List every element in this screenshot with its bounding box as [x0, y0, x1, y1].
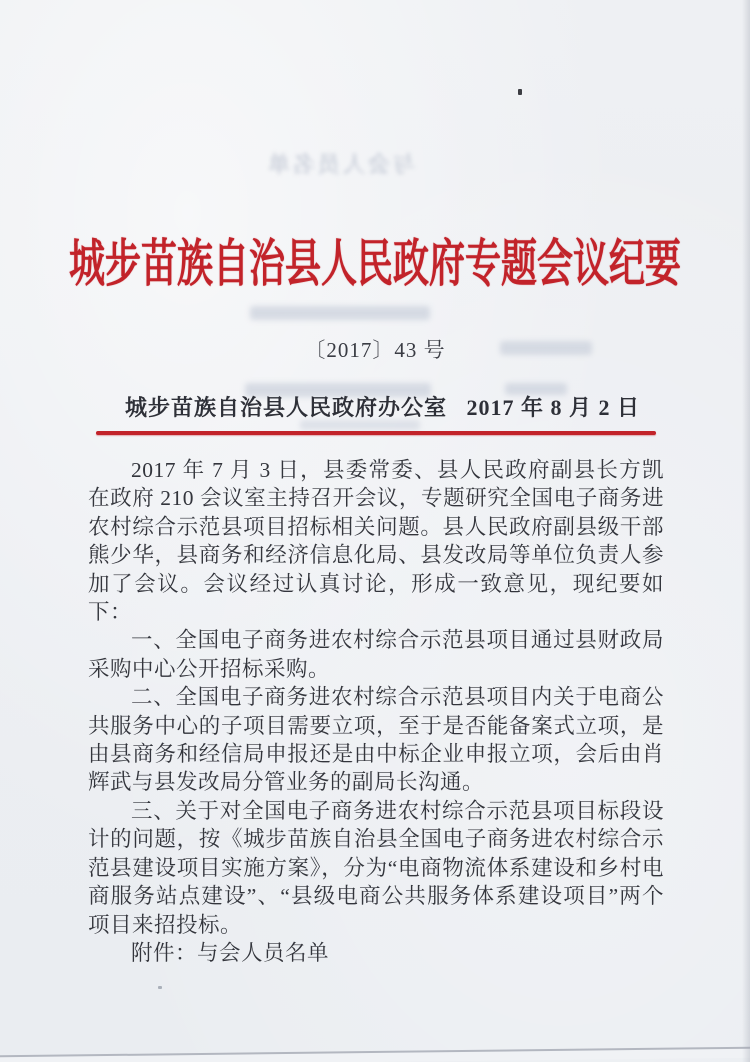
issuer-name: 城步苗族自治县人民政府办公室 — [125, 395, 448, 420]
body-paragraph: 三、关于对全国电子商务进农村综合示范县项目标段设计的问题，按《城步苗族自治县全国电子商务进农村综合示范县建设项目实施方案》，分为“电商物流体系建设和乡村电商服务站点建设”、“县级电商公共服务体系建设项目”两个项目来招投标。 — [88, 798, 664, 937]
attachment-note: 附件：与会人员名单 — [131, 940, 330, 965]
body-paragraph: 2017 年 7 月 3 日，县委常委、县人民政府副县长方凯在政府 210 会议室主持召开会议，专题研究全国电子商务进农村综合示范县项目招标相关问题。县人民政府副县级干部熊少华，县商务和经济信息化局、县发改局等单位负责人参加了会议。会议经过认真讨论，形成一致意见，现纪要如下： — [88, 458, 664, 625]
scan-speck — [518, 89, 522, 95]
body-paragraph: 二、全国电子商务进农村综合示范县项目内关于电商公共服务中心的子项目需要立项，至于是否能备案式立项，是由县商务和经信局申报还是由中标企业申报立项，会后由肖辉武与县发改局分管业务的副局长沟通。 — [88, 685, 664, 795]
document-body — [88, 456, 664, 967]
bleed-through-mirrored-title: 与会人员名单 — [265, 152, 416, 177]
scan-right-shadow — [742, 0, 750, 1062]
issuer-row — [0, 391, 750, 422]
document-title: 城步苗族自治县人民政府专题会议纪要 — [68, 235, 681, 293]
red-separator-rule — [96, 431, 656, 435]
body-paragraph: 一、全国电子商务进农村综合示范县项目通过县财政局采购中心公开招标采购。 — [88, 628, 664, 681]
issue-date: 2017 年 8 月 2 日 — [466, 395, 640, 420]
scan-speck — [158, 986, 162, 989]
document-number: 〔2017〕43 号 — [304, 338, 446, 362]
